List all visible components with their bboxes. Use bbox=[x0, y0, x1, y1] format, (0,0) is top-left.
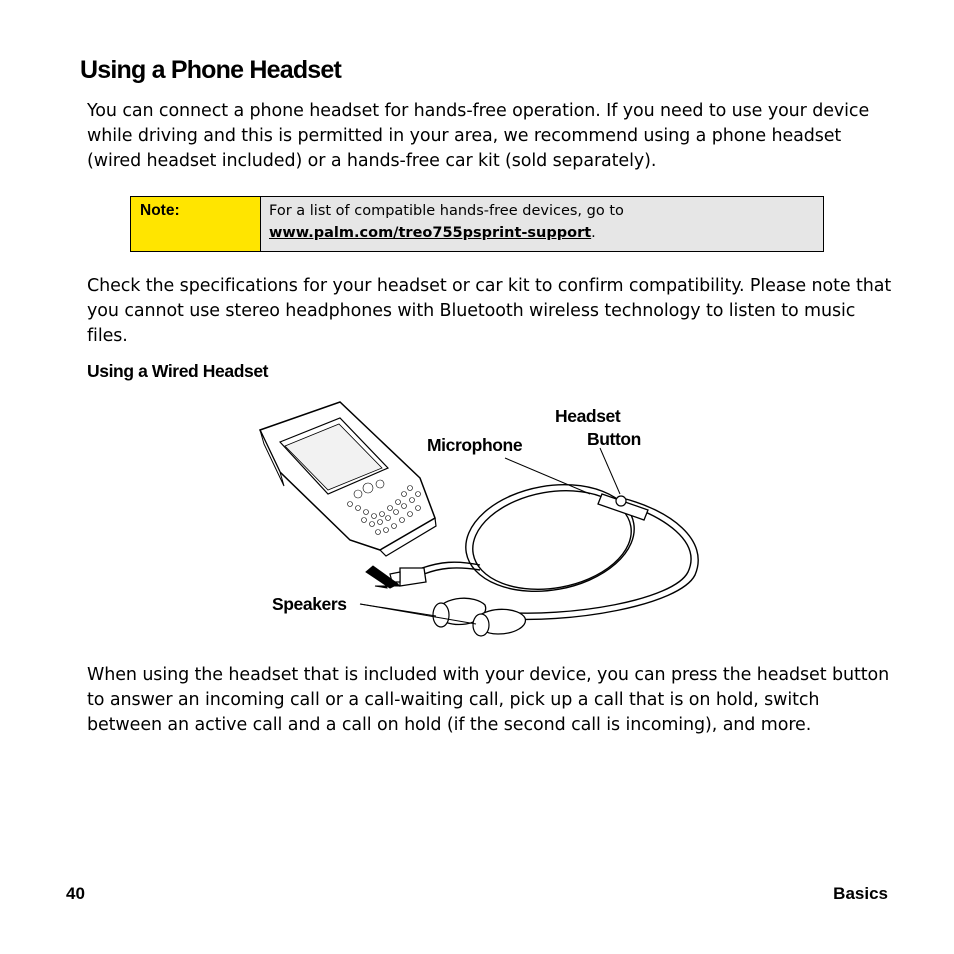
headset-button-pod bbox=[598, 494, 648, 520]
headset-cable bbox=[422, 472, 698, 619]
page-number: 40 bbox=[66, 884, 85, 903]
note-body bbox=[261, 197, 823, 251]
intro-paragraph: You can connect a phone headset for hands-free operation. If you need to use your device while driving and this is permitted in your area, we recommend using a phone headset (wired headset included) or a hands-free car kit (sold separately). bbox=[87, 101, 870, 171]
smartphone bbox=[260, 402, 436, 556]
note-box bbox=[130, 196, 824, 252]
headset-illustration bbox=[240, 390, 720, 650]
page-title: Using a Phone Headset bbox=[80, 56, 342, 84]
note-label: Note: bbox=[131, 197, 261, 251]
subheading-wired-headset: Using a Wired Headset bbox=[87, 361, 269, 381]
label-speakers: Speakers bbox=[272, 594, 347, 614]
label-button: Button bbox=[587, 429, 641, 449]
support-link[interactable]: www.palm.com/treo755psprint-support bbox=[269, 225, 592, 241]
label-headset: Headset bbox=[555, 406, 621, 426]
usage-paragraph: When using the headset that is included with your device, you can press the headset button to answer an incoming call or a call-waiting call, pick up a call that is on hold, switch between an active call and a call on hold (if the second call is incoming), and more. bbox=[87, 665, 890, 735]
note-text: For a list of compatible hands-free devices, go to bbox=[269, 203, 624, 219]
compatibility-paragraph: Check the specifications for your headset or car kit to confirm compatibility. Please note that you cannot use stereo headphones with Bluetooth wireless technology to listen to music files. bbox=[87, 276, 892, 346]
note-period: . bbox=[591, 225, 596, 241]
section-name: Basics bbox=[833, 884, 888, 903]
label-microphone: Microphone bbox=[427, 435, 523, 455]
